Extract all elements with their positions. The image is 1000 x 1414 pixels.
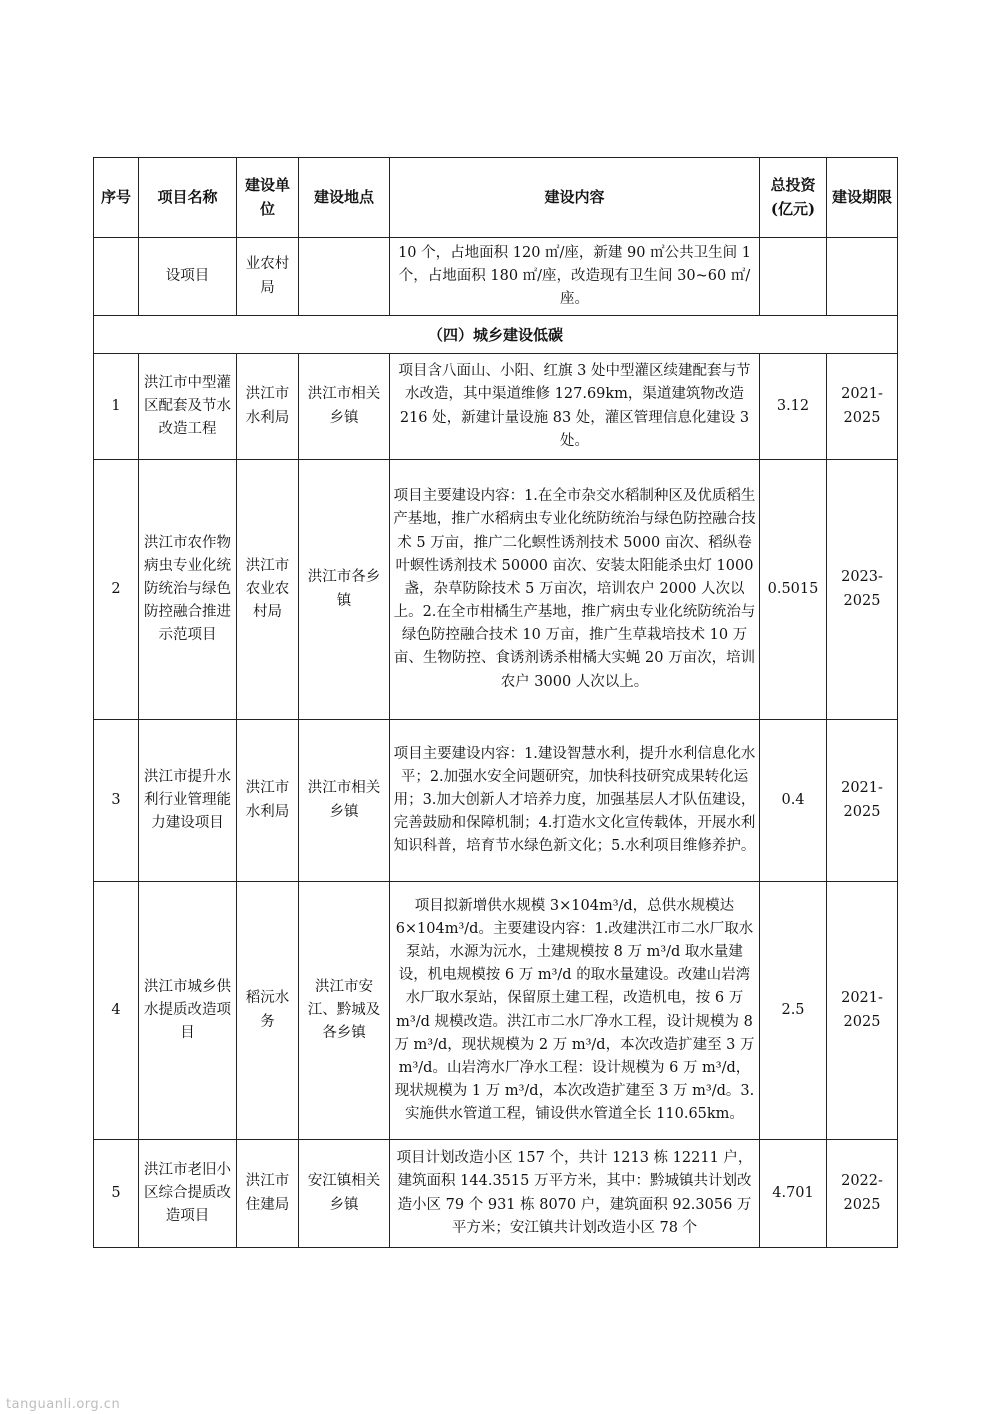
header-location: 建设地点 [299, 158, 390, 238]
project-table [93, 157, 898, 1248]
cell-investment: 0.4 [760, 720, 827, 882]
cell-location: 洪江市各乡镇 [299, 460, 390, 720]
table-row [94, 720, 898, 882]
cell-name: 洪江市提升水利行业管理能力建设项目 [139, 720, 237, 882]
cell-content: 项目拟新增供水规模 3×104m³/d，总供水规模达 6×104m³/d。主要建设内容：1.改建洪江市二水厂取水泵站，水源为沅水，土建规模按 8 万 m³/d 取水量建设，机电规模按 6 万 m³/d 的取水量建设。改建山岩湾水厂取水泵站，保留原土建工程，改造机电，按 6 万 m³/d 规模改造。洪江市二水厂净水工程，设计规模为 8 万 m³/d，现状规模为 2 万 m³/d，本次改造扩建至 3 万 m³/d。山岩湾水厂净水工程：设计规模为 6 万 m³/d，现状规模为 1 万 m³/d，本次改造扩建至 3 万 m³/d。3.实施供水管道工程，铺设供水管道全长 110.65km。 [390, 882, 760, 1140]
cell-location: 安江镇相关乡镇 [299, 1140, 390, 1248]
cell-location: 洪江市相关乡镇 [299, 720, 390, 882]
cell-name: 洪江市老旧小区综合提质改造项目 [139, 1140, 237, 1248]
cell-investment: 4.701 [760, 1140, 827, 1248]
cell-content: 项目含八面山、小阳、红旗 3 处中型灌区续建配套与节水改造，其中渠道维修 127.69km，渠道建筑物改造 216 处，新建计量设施 83 处，灌区管理信息化建设 3 处。 [390, 354, 760, 460]
cell-name: 洪江市中型灌区配套及节水改造工程 [139, 354, 237, 460]
cell-location: 洪江市安江、黔城及各乡镇 [299, 882, 390, 1140]
cell-investment: 2.5 [760, 882, 827, 1140]
cell-content: 项目计划改造小区 157 个，共计 1213 栋 12211 户，建筑面积 144.3515 万平方米，其中：黔城镇共计划改造小区 79 个 931 栋 8070 户，建筑面积 92.3056 万平方米；安江镇共计划改造小区 78 个 [390, 1140, 760, 1248]
table-row [94, 1140, 898, 1248]
table-header-row [94, 158, 898, 238]
cell-unit: 洪江市住建局 [237, 1140, 299, 1248]
cell-unit: 洪江市农业农村局 [237, 460, 299, 720]
cell-location [299, 238, 390, 316]
cell-seq: 3 [94, 720, 139, 882]
cell-seq: 1 [94, 354, 139, 460]
cell-content: 项目主要建设内容：1.在全市杂交水稻制种区及优质稻生产基地，推广水稻病虫专业化统防统治与绿色防控融合技术 5 万亩，推广二化螟性诱剂技术 5000 亩次、稻纵卷叶螟性诱剂技术 50000 亩次、安装太阳能杀虫灯 1000 盏，杂草防除技术 5 万亩次，培训农户 2000 人次以上。2.在全市柑橘生产基地，推广病虫专业化统防统治与绿色防控融合技术 10 万亩，推广生草栽培技术 10 万亩、生物防控、食诱剂诱杀柑橘大实蝇 20 万亩次，培训农户 3000 人次以上。 [390, 460, 760, 720]
cell-content: 10 个，占地面积 120 ㎡/座，新建 90 ㎡公共卫生间 1 个，占地面积 180 ㎡/座，改造现有卫生间 30~60 ㎡/座。 [390, 238, 760, 316]
cell-name: 设项目 [139, 238, 237, 316]
watermark: tanguanli.org.cn [6, 1397, 121, 1412]
cell-content: 项目主要建设内容：1.建设智慧水利，提升水利信息化水平；2.加强水安全问题研究，加快科技研究成果转化运用；3.加大创新人才培养力度，加强基层人才队伍建设，完善鼓励和保障机制；4.打造水文化宣传载体，开展水利知识科普，培育节水绿色新文化；5.水利项目维修养护。 [390, 720, 760, 882]
header-period: 建设期限 [827, 158, 898, 238]
cell-seq [94, 238, 139, 316]
header-unit: 建设单位 [237, 158, 299, 238]
cell-unit: 稻沅水务 [237, 882, 299, 1140]
cell-investment: 3.12 [760, 354, 827, 460]
cell-seq: 2 [94, 460, 139, 720]
cell-period: 2021-2025 [827, 720, 898, 882]
cell-name: 洪江市农作物病虫专业化统防统治与绿色防控融合推进示范项目 [139, 460, 237, 720]
cell-name: 洪江市城乡供水提质改造项目 [139, 882, 237, 1140]
header-content: 建设内容 [390, 158, 760, 238]
continued-row [94, 238, 898, 316]
cell-seq: 5 [94, 1140, 139, 1248]
section-title: （四）城乡建设低碳 [94, 316, 898, 354]
cell-location: 洪江市相关乡镇 [299, 354, 390, 460]
cell-seq: 4 [94, 882, 139, 1140]
cell-unit: 业农村局 [237, 238, 299, 316]
cell-investment: 0.5015 [760, 460, 827, 720]
cell-period [827, 238, 898, 316]
cell-period: 2022-2025 [827, 1140, 898, 1248]
header-investment: 总投资(亿元) [760, 158, 827, 238]
cell-period: 2021-2025 [827, 882, 898, 1140]
section-row [94, 316, 898, 354]
table-row [94, 460, 898, 720]
cell-unit: 洪江市水利局 [237, 720, 299, 882]
header-seq: 序号 [94, 158, 139, 238]
cell-investment [760, 238, 827, 316]
table-row [94, 882, 898, 1140]
cell-period: 2023-2025 [827, 460, 898, 720]
table-row [94, 354, 898, 460]
cell-period: 2021-2025 [827, 354, 898, 460]
header-name: 项目名称 [139, 158, 237, 238]
cell-unit: 洪江市水利局 [237, 354, 299, 460]
